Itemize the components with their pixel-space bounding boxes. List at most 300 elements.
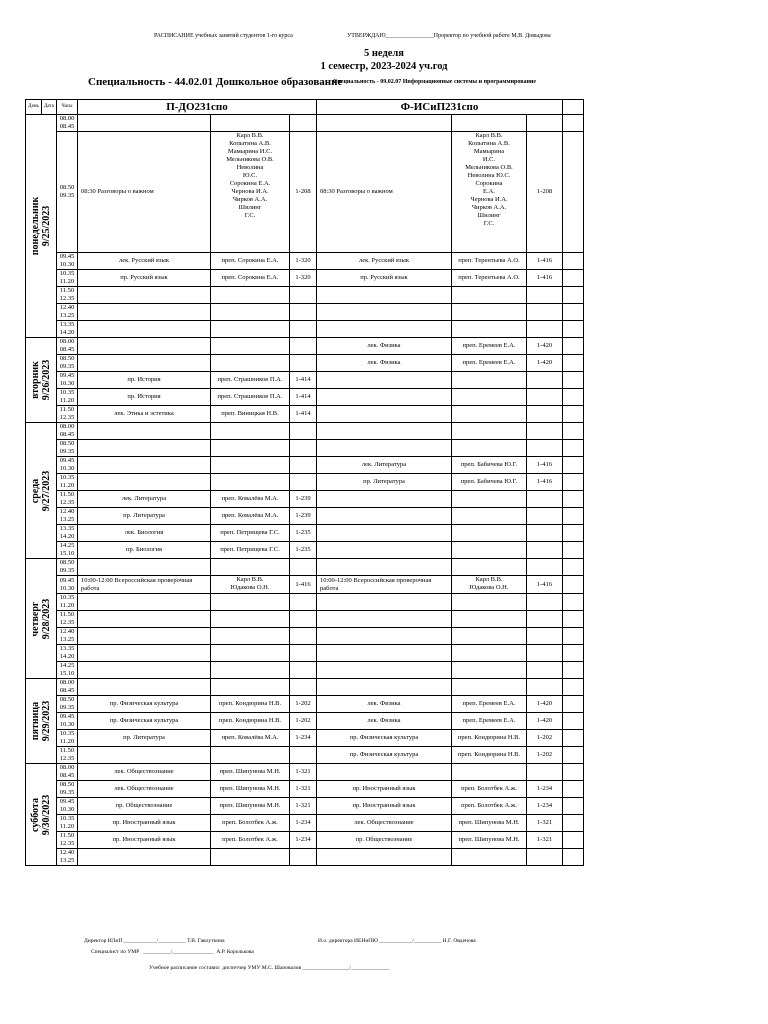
teacher-cell: преп. Шипунова М.Н. — [211, 798, 290, 815]
teacher-cell — [452, 321, 527, 338]
room-cell: 1-321 — [290, 798, 317, 815]
day-name: суббота — [30, 797, 41, 832]
teacher-cell — [211, 440, 290, 457]
table-row — [26, 849, 584, 866]
room-cell — [527, 611, 563, 628]
subject-cell — [317, 491, 452, 508]
room-cell: 1-321 — [527, 815, 563, 832]
subject-cell — [317, 423, 452, 440]
subject-cell — [78, 645, 211, 662]
teacher-cell — [211, 355, 290, 372]
table-row — [26, 525, 584, 542]
time-cell: 09.45 10.30 — [57, 253, 78, 270]
subject-cell — [317, 525, 452, 542]
day-cell — [26, 423, 57, 559]
table-row — [26, 474, 584, 491]
subject-cell — [317, 406, 452, 423]
subject-cell: пр. Иностранный язык — [317, 781, 452, 798]
spare-cell — [563, 559, 584, 576]
teacher-cell — [211, 594, 290, 611]
teacher-cell — [211, 115, 290, 132]
time-cell: 10.35 11.20 — [57, 594, 78, 611]
time-cell: 08.00 08.45 — [57, 423, 78, 440]
room-cell: 1-208 — [527, 132, 563, 253]
teacher-cell: Карл В.В. Юдакова О.Н. — [452, 576, 527, 594]
table-row — [26, 542, 584, 559]
table-row — [26, 287, 584, 304]
room-cell — [527, 321, 563, 338]
time-cell: 11.50 12.35 — [57, 491, 78, 508]
room-cell: 1-416 — [527, 576, 563, 594]
room-cell: 1-416 — [527, 270, 563, 287]
room-cell: 1-414 — [290, 406, 317, 423]
day-date: 9/30/2023 — [41, 794, 52, 835]
room-cell — [527, 679, 563, 696]
teacher-cell: преп. Терентьева А.О. — [452, 270, 527, 287]
time-cell: 10.35 11.20 — [57, 815, 78, 832]
day-cell — [26, 338, 57, 423]
time-cell: 11.50 12.35 — [57, 747, 78, 764]
day-cell — [26, 764, 57, 866]
subject-cell — [317, 115, 452, 132]
room-cell — [290, 423, 317, 440]
time-cell: 09.45 10.30 — [57, 713, 78, 730]
room-cell — [527, 628, 563, 645]
subject-cell: пр. Русский язык — [317, 270, 452, 287]
table-row — [26, 730, 584, 747]
subject-cell: пр. История — [78, 372, 211, 389]
table-row — [26, 355, 584, 372]
subject-cell — [317, 559, 452, 576]
subject-cell: лек. Физика — [317, 355, 452, 372]
spare-cell — [563, 594, 584, 611]
subject-cell — [78, 594, 211, 611]
time-cell: 11.50 12.35 — [57, 406, 78, 423]
subject-cell — [317, 628, 452, 645]
teacher-cell: преп. Еремеев Е.А. — [452, 713, 527, 730]
teacher-cell: Карл В.В. Копытина А.В. Мамырина И.С. Мельникова О.В. Неволина Ю.С. Сорокина Е.А. Чернова И.А. Чирков А.А. Шилинг Г.С. — [452, 132, 527, 253]
time-cell: 13.35 14.20 — [57, 645, 78, 662]
spare-cell — [563, 542, 584, 559]
specialty-right: Специальность - 09.02.07 Информационные системы и программирование — [333, 79, 537, 85]
table-row — [26, 423, 584, 440]
group1-header: П-ДО231спо — [78, 100, 317, 115]
subject-cell: лек. Литература — [317, 457, 452, 474]
spare-cell — [563, 798, 584, 815]
teacher-cell: преп. Болотбек А.ж. — [211, 815, 290, 832]
time-cell: 09.45 10.30 — [57, 798, 78, 815]
table-row — [26, 372, 584, 389]
spare-cell — [563, 457, 584, 474]
spare-cell — [563, 304, 584, 321]
subject-cell — [78, 457, 211, 474]
room-cell — [527, 115, 563, 132]
teacher-cell: преп. Страшников П.А. — [211, 389, 290, 406]
teacher-cell: преп. Ковалёва М.А. — [211, 491, 290, 508]
room-cell: 1-320 — [290, 253, 317, 270]
subject-cell: пр. Обществознание — [78, 798, 211, 815]
teacher-cell — [211, 423, 290, 440]
room-cell — [527, 440, 563, 457]
subject-cell — [78, 115, 211, 132]
room-cell: 1-414 — [290, 372, 317, 389]
schedule-table — [25, 99, 584, 866]
header-left: РАСПИСАНИЕ учебных занятий студентов 1-го курса — [154, 33, 293, 39]
spare-cell — [563, 781, 584, 798]
spare-cell — [563, 832, 584, 849]
table-row — [26, 132, 584, 253]
subject-cell — [78, 628, 211, 645]
table-row — [26, 662, 584, 679]
time-cell: 08.00 08.45 — [57, 115, 78, 132]
teacher-cell: преп. Сорокина Е.А. — [211, 270, 290, 287]
time-cell: 09.45 10.30 — [57, 372, 78, 389]
time-cell: 12.40 13.25 — [57, 508, 78, 525]
table-row — [26, 270, 584, 287]
subject-cell: пр. Физическая культура — [78, 696, 211, 713]
room-cell — [290, 662, 317, 679]
day-cell — [26, 115, 57, 338]
room-cell — [290, 849, 317, 866]
subject-cell — [317, 542, 452, 559]
subject-cell — [78, 679, 211, 696]
subject-cell: 08:30 Разговоры о важном — [78, 132, 211, 253]
spare-cell — [563, 253, 584, 270]
subject-cell — [317, 304, 452, 321]
subject-cell — [317, 662, 452, 679]
teacher-cell — [452, 611, 527, 628]
teacher-cell — [452, 304, 527, 321]
day-name: пятница — [30, 701, 41, 741]
room-cell: 1-416 — [527, 474, 563, 491]
subject-cell: пр. Литература — [78, 508, 211, 525]
teacher-cell — [452, 662, 527, 679]
room-cell — [527, 304, 563, 321]
teacher-cell: преп. Бабичева Ю.Г. — [452, 474, 527, 491]
teacher-cell — [452, 559, 527, 576]
teacher-cell: преп. Шипунова М.Н. — [452, 815, 527, 832]
table-row — [26, 594, 584, 611]
teacher-cell — [452, 287, 527, 304]
teacher-cell: преп. Сорокина Е.А. — [211, 253, 290, 270]
room-cell — [290, 747, 317, 764]
teacher-cell: преп. Виницкая Н.В. — [211, 406, 290, 423]
room-cell — [527, 662, 563, 679]
spare-cell — [563, 730, 584, 747]
teacher-cell — [452, 423, 527, 440]
teacher-cell: преп. Шипунова М.Н. — [211, 781, 290, 798]
room-cell — [290, 628, 317, 645]
teacher-cell — [452, 764, 527, 781]
room-cell — [527, 542, 563, 559]
room-cell — [290, 611, 317, 628]
time-cell: 08.50 09.35 — [57, 440, 78, 457]
room-cell — [290, 338, 317, 355]
spare-cell — [563, 849, 584, 866]
subject-cell — [317, 611, 452, 628]
spare-cell — [563, 372, 584, 389]
table-row — [26, 338, 584, 355]
room-cell: 1-234 — [290, 730, 317, 747]
spare-cell — [563, 645, 584, 662]
table-row — [26, 645, 584, 662]
teacher-cell — [211, 747, 290, 764]
table-row — [26, 440, 584, 457]
col-day: День — [26, 100, 42, 115]
room-cell — [290, 559, 317, 576]
teacher-cell — [452, 645, 527, 662]
day-name: четверг — [30, 601, 41, 636]
table-row — [26, 679, 584, 696]
table-row — [26, 559, 584, 576]
room-cell: 1-321 — [290, 781, 317, 798]
room-cell — [290, 304, 317, 321]
teacher-cell — [452, 372, 527, 389]
spare-cell — [563, 815, 584, 832]
room-cell — [290, 474, 317, 491]
subject-cell — [317, 321, 452, 338]
teacher-cell — [452, 542, 527, 559]
room-cell — [527, 491, 563, 508]
footer-compiler: Учебное расписание составил диспетчер УМУ М.С. Шаповалов _________________/______________ — [149, 965, 390, 971]
spare-cell — [563, 287, 584, 304]
table-row — [26, 815, 584, 832]
teacher-cell — [452, 849, 527, 866]
table-row — [26, 389, 584, 406]
subject-cell: пр. Биология — [78, 542, 211, 559]
teacher-cell — [211, 457, 290, 474]
subject-cell — [78, 355, 211, 372]
time-cell: 08.50 09.35 — [57, 559, 78, 576]
teacher-cell: преп. Шипунова М.Н. — [452, 832, 527, 849]
room-cell: 1-235 — [290, 525, 317, 542]
teacher-cell — [211, 321, 290, 338]
spare-cell — [563, 525, 584, 542]
time-cell: 11.50 12.35 — [57, 611, 78, 628]
teacher-cell — [211, 679, 290, 696]
table-row — [26, 508, 584, 525]
subject-cell: 10:00-12:00 Всероссийская проверочная работа — [317, 576, 452, 594]
subject-cell: лек. Физика — [317, 713, 452, 730]
teacher-cell: преп. Страшников П.А. — [211, 372, 290, 389]
time-cell: 14.25 15.10 — [57, 542, 78, 559]
subject-cell — [317, 287, 452, 304]
subject-cell: лек. Обществознание — [78, 781, 211, 798]
subject-cell: пр. Иностранный язык — [317, 798, 452, 815]
room-cell — [290, 115, 317, 132]
spare-cell — [563, 321, 584, 338]
room-cell: 1-420 — [527, 713, 563, 730]
time-cell: 08.50 09.35 — [57, 132, 78, 253]
teacher-cell — [452, 115, 527, 132]
table-row — [26, 321, 584, 338]
day-name: вторник — [30, 361, 41, 399]
footer-acting-director: И.о. директора ИЕНиПЮ ____________/__________ Н.Г. Овденова — [318, 938, 476, 944]
time-cell: 13.35 14.20 — [57, 321, 78, 338]
subject-cell: лек. Русский язык — [78, 253, 211, 270]
room-cell — [527, 372, 563, 389]
time-cell: 12.40 13.25 — [57, 304, 78, 321]
subject-cell: пр. История — [78, 389, 211, 406]
teacher-cell — [211, 662, 290, 679]
room-cell — [527, 645, 563, 662]
room-cell — [527, 406, 563, 423]
header-approval: УТВЕРЖДАЮ________________Проректор по учебной работе М.В. Довыдова — [347, 33, 551, 39]
table-row — [26, 696, 584, 713]
room-cell: 1-208 — [290, 132, 317, 253]
teacher-cell — [211, 849, 290, 866]
subject-cell — [78, 747, 211, 764]
subject-cell: пр. Физическая культура — [317, 747, 452, 764]
room-cell: 1-235 — [290, 542, 317, 559]
spare-cell — [563, 338, 584, 355]
teacher-cell — [211, 611, 290, 628]
teacher-cell — [211, 559, 290, 576]
spare-cell — [563, 576, 584, 594]
time-cell: 14.25 15.10 — [57, 662, 78, 679]
room-cell: 1-321 — [290, 764, 317, 781]
room-cell: 1-239 — [290, 508, 317, 525]
room-cell: 1-234 — [290, 832, 317, 849]
room-cell — [527, 849, 563, 866]
spare-cell — [563, 423, 584, 440]
subject-cell: пр. Литература — [317, 474, 452, 491]
day-date: 9/28/2023 — [41, 598, 52, 639]
day-date: 9/25/2023 — [41, 205, 52, 247]
teacher-cell — [452, 491, 527, 508]
room-cell: 1-239 — [290, 491, 317, 508]
spare-cell — [563, 713, 584, 730]
time-cell: 10.35 11.20 — [57, 474, 78, 491]
table-row — [26, 798, 584, 815]
subject-cell — [317, 645, 452, 662]
room-cell: 1-202 — [527, 730, 563, 747]
table-row — [26, 406, 584, 423]
teacher-cell: преп. Болотбек А.ж. — [452, 798, 527, 815]
subject-cell — [317, 764, 452, 781]
subject-cell — [317, 372, 452, 389]
teacher-cell — [211, 474, 290, 491]
day-date: 9/29/2023 — [41, 700, 52, 742]
room-cell: 1-202 — [527, 747, 563, 764]
room-cell — [290, 594, 317, 611]
room-cell: 1-414 — [290, 389, 317, 406]
spare-cell — [563, 132, 584, 253]
teacher-cell: преп. Еремеев Е.А. — [452, 338, 527, 355]
day-date: 9/26/2023 — [41, 359, 52, 401]
subject-cell: лек. Литература — [78, 491, 211, 508]
subject-cell: лек. Физика — [317, 696, 452, 713]
time-cell: 08.50 09.35 — [57, 781, 78, 798]
teacher-cell — [211, 645, 290, 662]
teacher-cell: преп. Ковалёва М.А. — [211, 508, 290, 525]
time-cell: 13.35 14.20 — [57, 525, 78, 542]
subject-cell — [78, 287, 211, 304]
room-cell — [527, 594, 563, 611]
day-name: среда — [30, 478, 41, 503]
room-cell: 1-202 — [290, 696, 317, 713]
spare-cell — [563, 474, 584, 491]
room-cell: 1-234 — [527, 798, 563, 815]
teacher-cell: преп. Болотбек А.ж. — [452, 781, 527, 798]
room-cell — [527, 423, 563, 440]
subject-cell: 10:00-12:00 Всероссийская проверочная работа — [78, 576, 211, 594]
subject-cell — [78, 304, 211, 321]
spare-cell — [563, 764, 584, 781]
table-row — [26, 576, 584, 594]
room-cell — [527, 508, 563, 525]
col-date: Дата — [42, 100, 57, 115]
room-cell — [290, 440, 317, 457]
time-cell: 09.45 10.30 — [57, 576, 78, 594]
time-cell: 12.40 13.25 — [57, 628, 78, 645]
spare-cell — [563, 491, 584, 508]
room-cell: 1-416 — [527, 253, 563, 270]
teacher-cell: преп. Болотбек А.ж. — [211, 832, 290, 849]
subject-cell — [317, 389, 452, 406]
room-cell: 1-321 — [527, 832, 563, 849]
teacher-cell — [211, 628, 290, 645]
teacher-cell — [452, 508, 527, 525]
spare-cell — [563, 679, 584, 696]
room-cell — [290, 645, 317, 662]
room-cell: 1-234 — [290, 815, 317, 832]
table-row — [26, 747, 584, 764]
room-cell: 1-320 — [290, 270, 317, 287]
subject-cell — [78, 440, 211, 457]
teacher-cell: преп. Еремеев Е.А. — [452, 696, 527, 713]
room-cell: 1-416 — [527, 457, 563, 474]
subject-cell — [317, 508, 452, 525]
teacher-cell — [452, 628, 527, 645]
spare-cell — [563, 508, 584, 525]
time-cell: 12.40 13.25 — [57, 849, 78, 866]
time-cell: 08.00 08.45 — [57, 679, 78, 696]
table-row — [26, 832, 584, 849]
subject-cell: пр. Иностранный язык — [78, 815, 211, 832]
table-row — [26, 764, 584, 781]
spare-cell — [563, 747, 584, 764]
subject-cell — [317, 440, 452, 457]
day-cell — [26, 679, 57, 764]
table-row — [26, 628, 584, 645]
time-cell: 08.00 08.45 — [57, 338, 78, 355]
room-cell — [527, 525, 563, 542]
subject-cell — [78, 662, 211, 679]
semester-title: 1 семестр, 2023-2024 уч.год — [320, 61, 448, 72]
col-hours: Часы — [57, 100, 78, 115]
subject-cell: лек. Биология — [78, 525, 211, 542]
teacher-cell — [211, 304, 290, 321]
footer-director: Директор ИЛиП ____________/__________ Т.В. Гавлуткина — [84, 938, 225, 944]
spare-cell — [563, 406, 584, 423]
spare-cell — [563, 628, 584, 645]
week-title: 5 неделя — [364, 48, 404, 59]
room-cell — [290, 287, 317, 304]
spare-cell — [563, 270, 584, 287]
subject-cell — [317, 594, 452, 611]
time-cell: 10.35 11.20 — [57, 730, 78, 747]
subject-cell — [78, 849, 211, 866]
subject-cell: 08:30 Разговоры о важном — [317, 132, 452, 253]
room-cell — [290, 321, 317, 338]
room-cell — [527, 764, 563, 781]
teacher-cell — [452, 594, 527, 611]
time-cell: 10.35 11.20 — [57, 389, 78, 406]
room-cell: 1-420 — [527, 355, 563, 372]
time-cell: 09.45 10.30 — [57, 457, 78, 474]
teacher-cell — [211, 287, 290, 304]
